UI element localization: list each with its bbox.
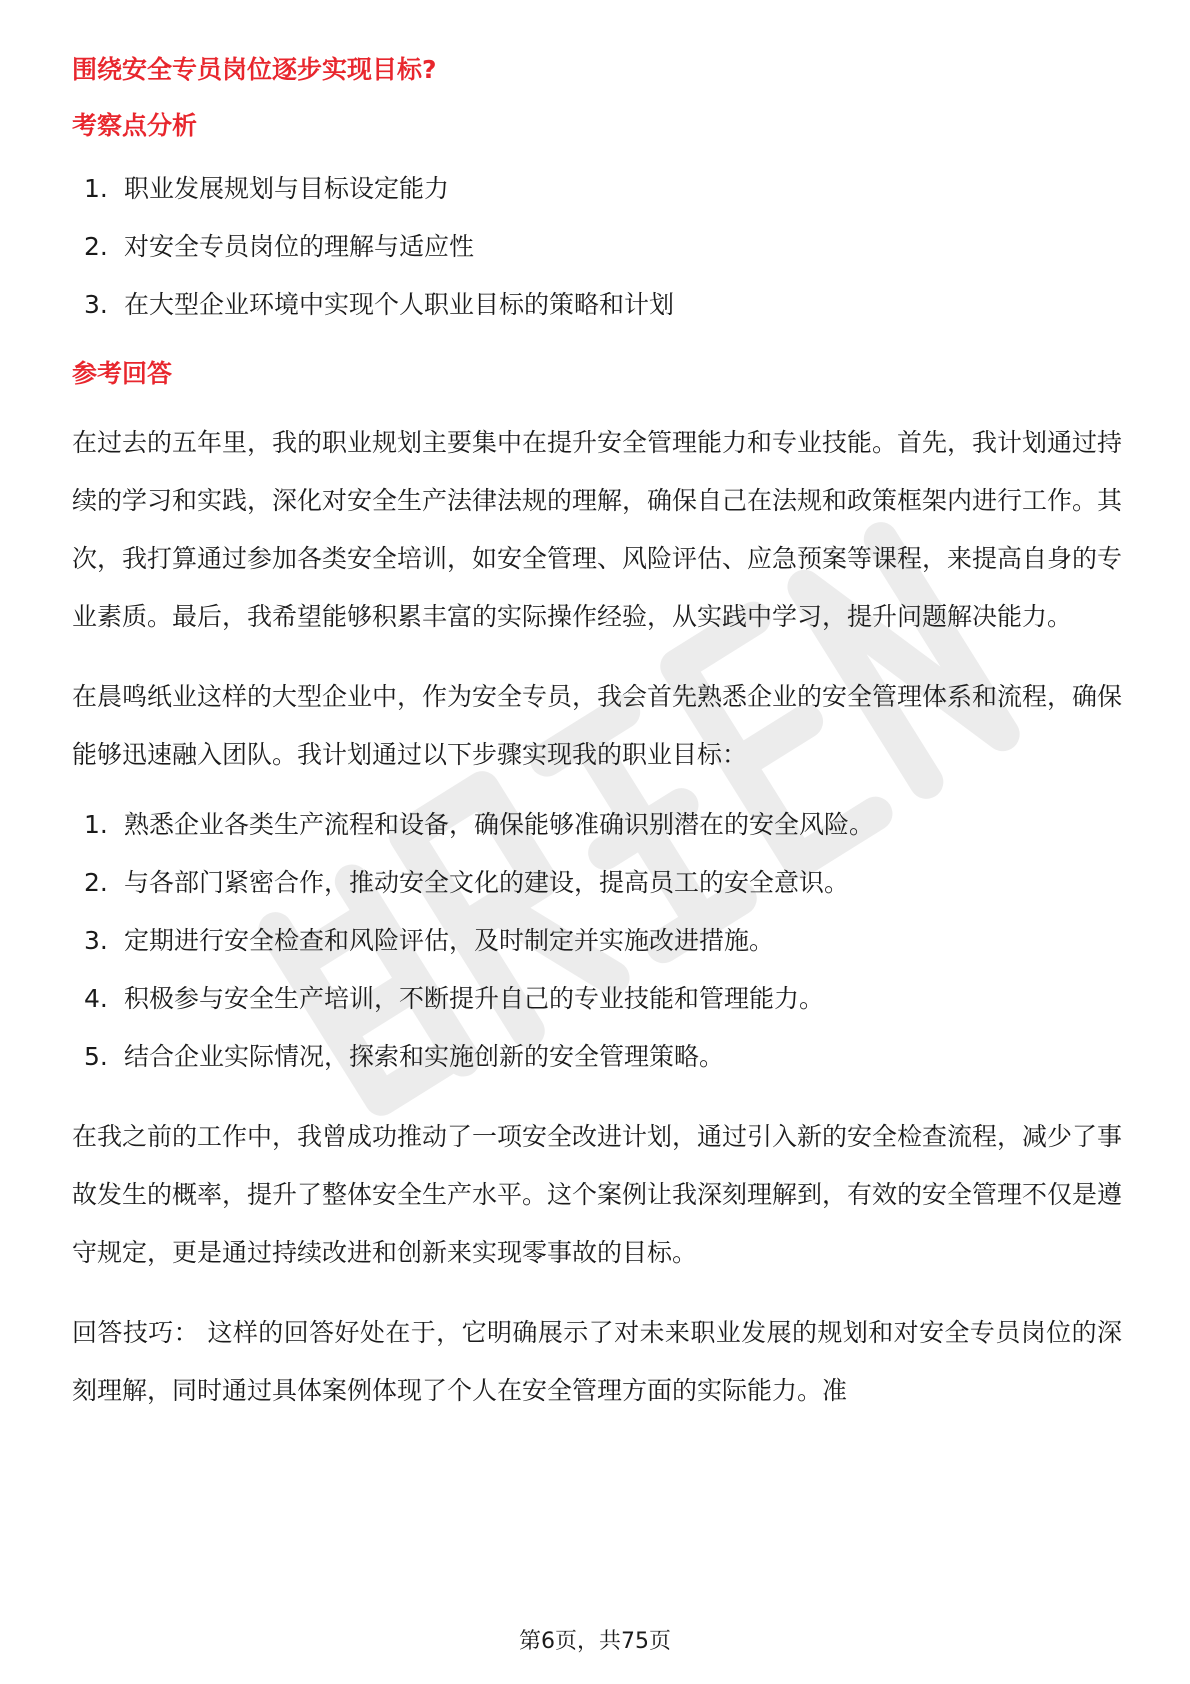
answer-paragraph-2: 在晨鸣纸业这样的大型企业中，作为安全专员，我会首先熟悉企业的安全管理体系和流程，确保能够迅速融入团队。我计划通过以下步骤实现我的职业目标： xyxy=(72,682,1123,769)
steps-list xyxy=(72,796,1122,1086)
page-number-footer: 第6页，共75页 xyxy=(519,1629,671,1654)
list-item: 3. 在大型企业环境中实现个人职业目标的策略和计划 xyxy=(84,290,675,319)
list-item: 2. 与各部门紧密合作，推动安全文化的建设，提高员工的安全意识。 xyxy=(84,868,850,897)
list-item: 5. 结合企业实际情况，探索和实施创新的安全管理策略。 xyxy=(84,1042,725,1071)
list-item: 3. 定期进行安全检查和风险评估，及时制定并实施改进措施。 xyxy=(84,926,775,955)
answer-tips-paragraph: 回答技巧： 这样的回答好处在于，它明确展示了对未来职业发展的规划和对安全专员岗位的深刻理解，同时通过具体案例体现了个人在安全管理方面的实际能力。准 xyxy=(72,1318,1122,1405)
question-title: 围绕安全专员岗位逐步实现目标? xyxy=(72,55,437,84)
page-content xyxy=(72,46,1122,1420)
answer-heading: 参考回答 xyxy=(72,359,173,388)
list-item: 4. 积极参与安全生产培训，不断提升自己的专业技能和管理能力。 xyxy=(84,984,825,1013)
analysis-list xyxy=(72,160,1122,334)
list-item: 1. 熟悉企业各类生产流程和设备，确保能够准确识别潜在的安全风险。 xyxy=(84,810,875,839)
list-item: 1. 职业发展规划与目标设定能力 xyxy=(84,174,450,203)
answer-paragraph-3: 在我之前的工作中，我曾成功推动了一项安全改进计划，通过引入新的安全检查流程，减少了事故发生的概率，提升了整体安全生产水平。这个案例让我深刻理解到，有效的安全管理不仅是遵守规定，更是通过持续改进和创新来实现零事故的目标。 xyxy=(72,1122,1123,1267)
answer-paragraph-1: 在过去的五年里，我的职业规划主要集中在提升安全管理能力和专业技能。首先，我计划通过持续的学习和实践，深化对安全生产法律法规的理解，确保自己在法规和政策框架内进行工作。其次，我打算通过参加各类安全培训，如安全管理、风险评估、应急预案等课程，来提高自身的专业素质。最后，我希望能够积累丰富的实际操作经验，从实践中学习，提升问题解决能力。 xyxy=(72,428,1123,631)
analysis-heading: 考察点分析 xyxy=(72,111,198,140)
list-item: 2. 对安全专员岗位的理解与适应性 xyxy=(84,232,475,261)
